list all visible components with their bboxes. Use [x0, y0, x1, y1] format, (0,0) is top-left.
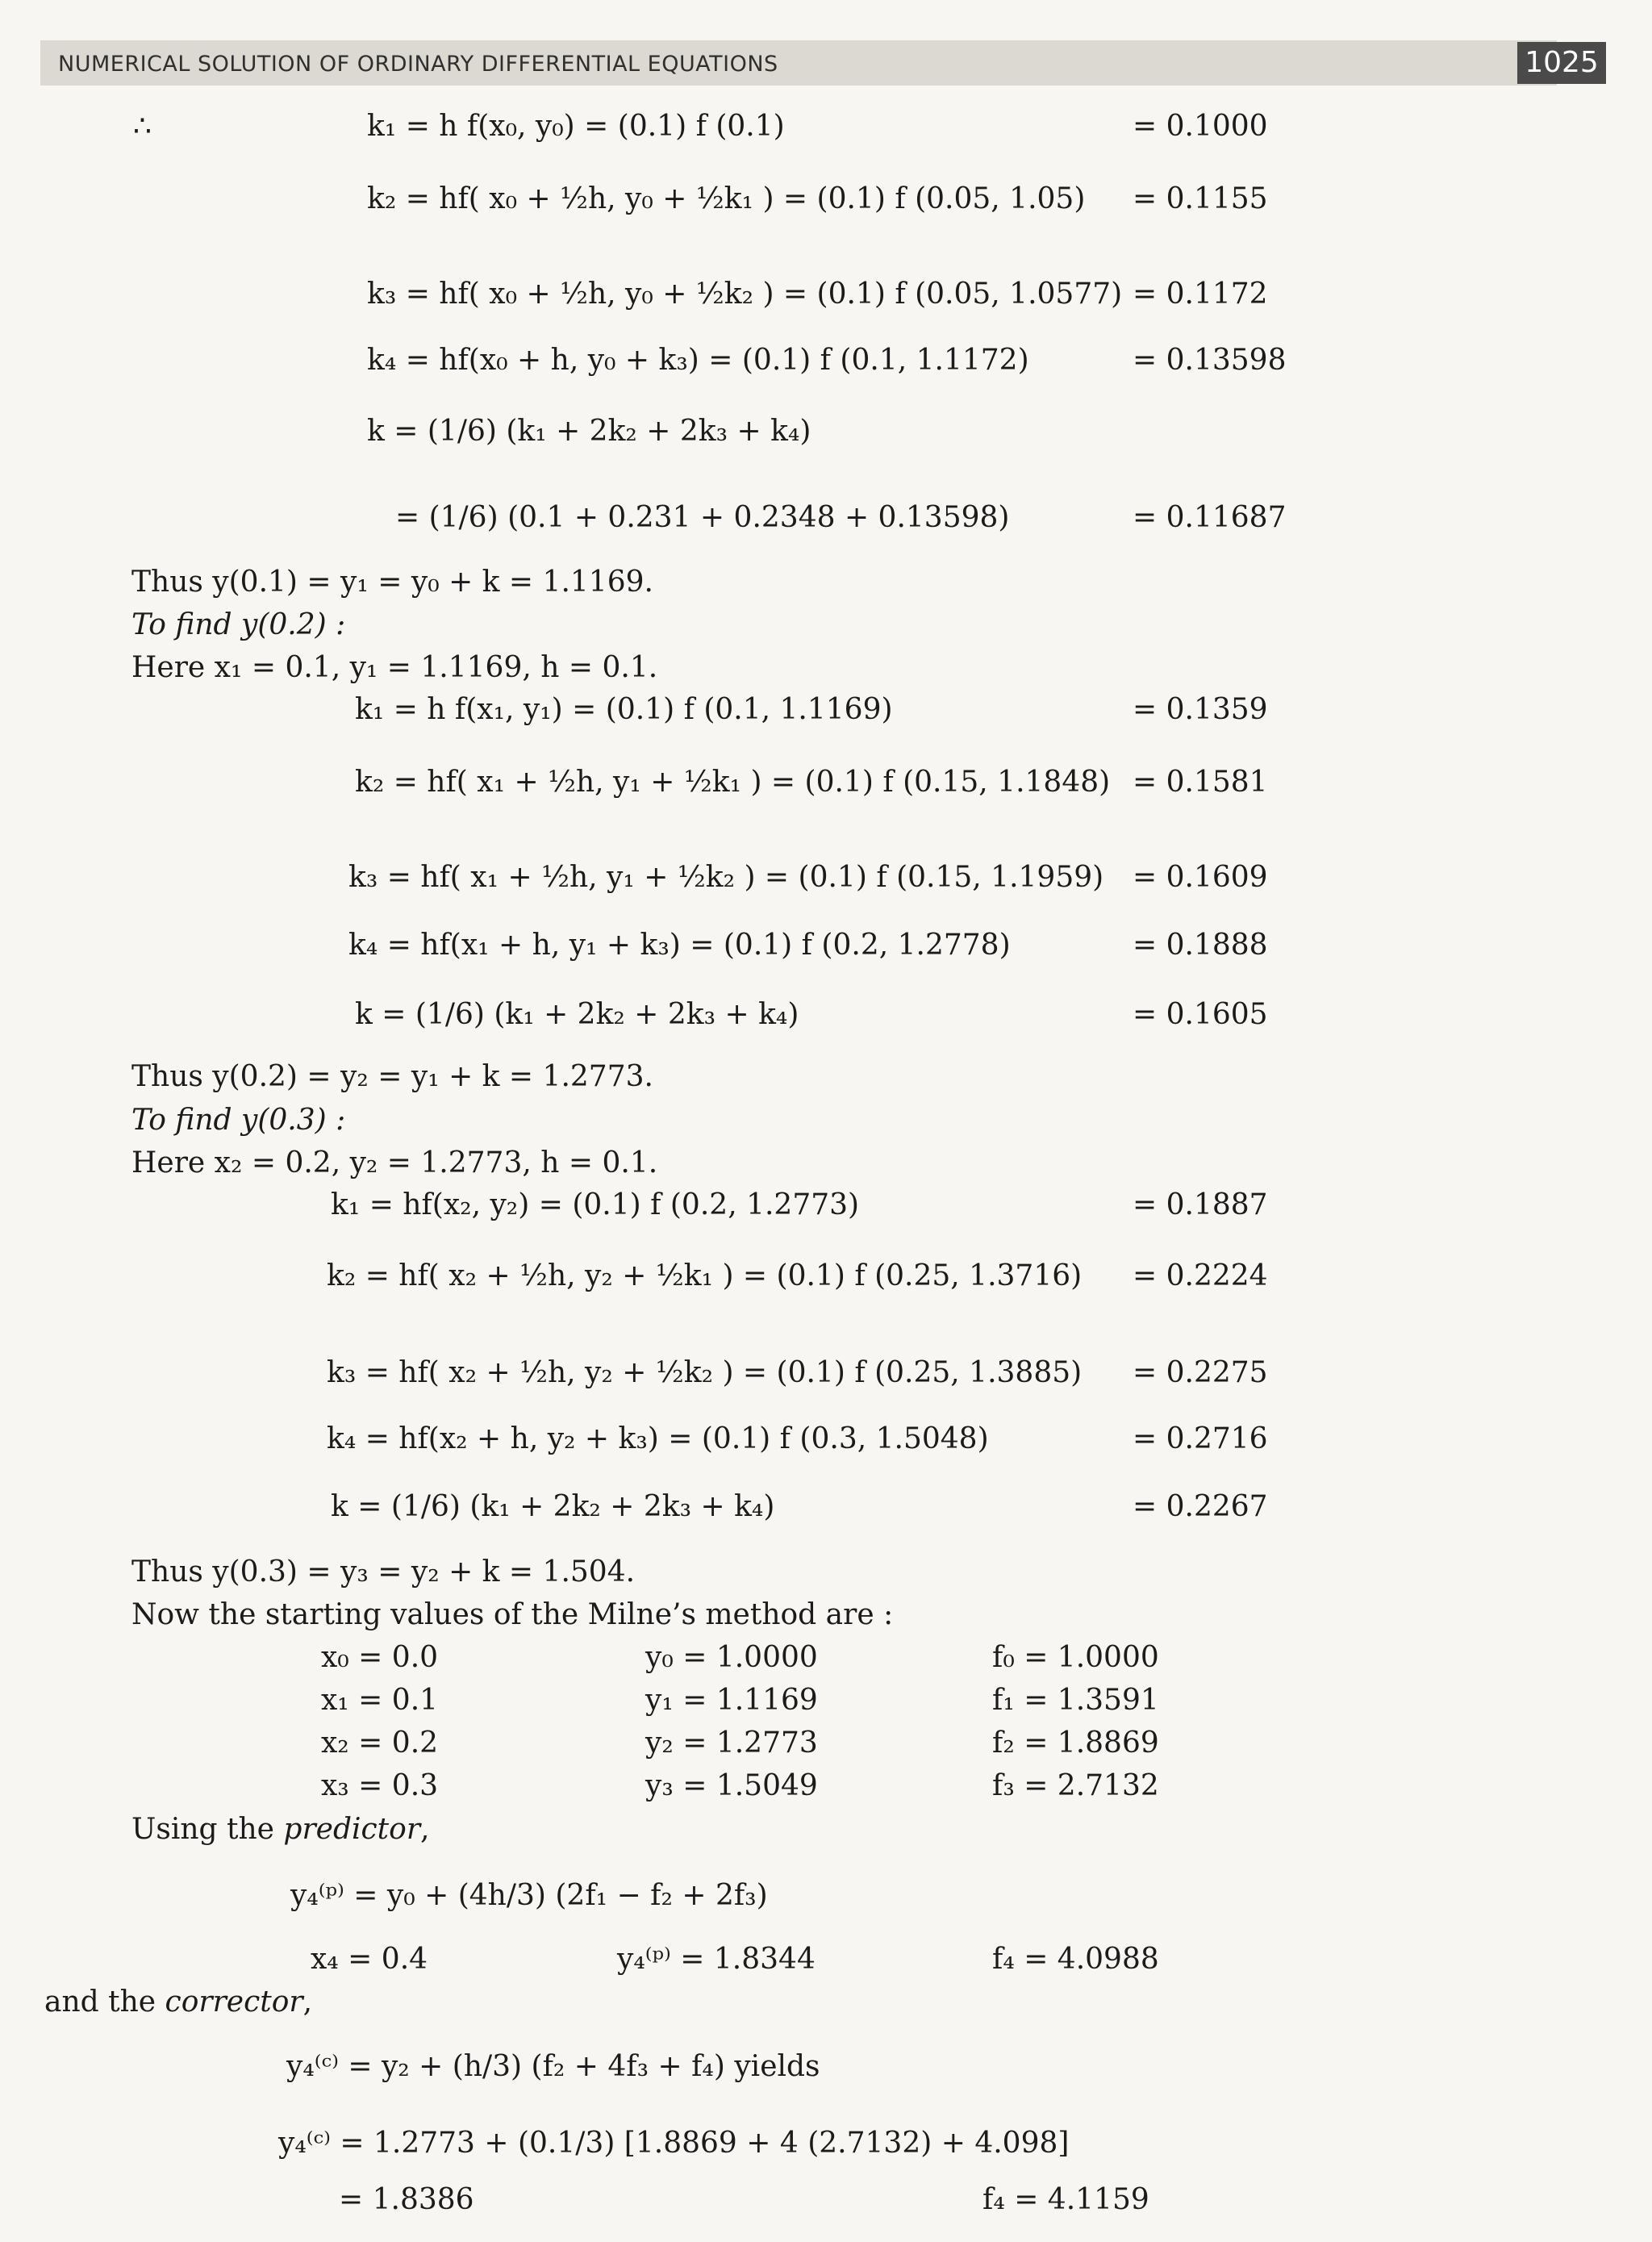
milne-f0: f₀ = 1.0000 [992, 1641, 1159, 1674]
step1-k2-value: = 0.1155 [1133, 182, 1268, 215]
step3-k-formula: k = (1/6) (k₁ + 2k₂ + 2k₃ + k₄) [331, 1490, 775, 1523]
page-number: 1025 [1517, 42, 1606, 84]
step1-k-formula: k = (1/6) (k₁ + 2k₂ + 2k₃ + k₄) [367, 415, 811, 448]
step1-k4-value: = 0.13598 [1133, 344, 1287, 377]
step1-k3-value: = 0.1172 [1133, 278, 1268, 311]
step1-k1: k₁ = h f(x₀, y₀) = (0.1) f (0.1) [367, 110, 785, 143]
step2-k1-value: = 0.1359 [1133, 693, 1268, 726]
step3-k4-value: = 0.2716 [1133, 1422, 1268, 1455]
corrector-result: = 1.8386 [339, 2183, 474, 2216]
corrector-word: corrector [165, 1985, 303, 2019]
milne-intro: Now the starting values of the Milne’s method are : [131, 1598, 894, 1631]
predictor-formula: y₄⁽ᵖ⁾ = y₀ + (4h/3) (2f₁ − f₂ + 2f₃) [290, 1879, 768, 1912]
milne-x3: x₃ = 0.3 [321, 1769, 439, 1802]
step3-k3: k₃ = hf( x₂ + ½h, y₂ + ½k₂ ) = (0.1) f (0.25, 1.3885) [327, 1356, 1083, 1389]
step1-k-expansion: = (1/6) (0.1 + 0.231 + 0.2348 + 0.13598) [395, 501, 1010, 534]
step3-k2: k₂ = hf( x₂ + ½h, y₂ + ½k₁ ) = (0.1) f (0.25, 1.3716) [327, 1259, 1083, 1292]
predictor-word: predictor [283, 1813, 421, 1846]
step3-k4: k₄ = hf(x₂ + h, y₂ + k₃) = (0.1) f (0.3, 1.5048) [327, 1422, 989, 1455]
milne-f2: f₂ = 1.8869 [992, 1726, 1159, 1760]
step2-heading: To find y(0.2) : [131, 608, 346, 641]
step1-result: Thus y(0.1) = y₁ = y₀ + k = 1.1169. [131, 566, 653, 599]
predictor-intro [131, 1812, 430, 1847]
step3-result: Thus y(0.3) = y₃ = y₂ + k = 1.504. [131, 1555, 636, 1589]
step2-k4-value: = 0.1888 [1133, 929, 1268, 962]
step3-k3-value: = 0.2275 [1133, 1356, 1268, 1389]
predictor-f4: f₄ = 4.0988 [992, 1943, 1159, 1976]
step3-k1-value: = 0.1887 [1133, 1188, 1268, 1221]
predictor-intro-text: Using the [131, 1813, 284, 1846]
header-title: NUMERICAL SOLUTION OF ORDINARY DIFFERENTIAL EQUATIONS [58, 52, 778, 77]
step2-k3: k₃ = hf( x₁ + ½h, y₁ + ½k₂ ) = (0.1) f (0.15, 1.1959) [348, 861, 1104, 894]
step3-heading: To find y(0.3) : [131, 1104, 346, 1137]
milne-y3: y₃ = 1.5049 [645, 1769, 818, 1802]
corrector-intro-text: and the [44, 1985, 165, 2019]
milne-f1: f₁ = 1.3591 [992, 1684, 1159, 1717]
milne-x0: x₀ = 0.0 [321, 1641, 439, 1674]
milne-x2: x₂ = 0.2 [321, 1726, 439, 1760]
step2-k2-value: = 0.1581 [1133, 766, 1268, 799]
corrector-formula: y₄⁽ᶜ⁾ = y₂ + (h/3) (f₂ + 4f₃ + f₄) yields [286, 2050, 820, 2083]
step3-k-value: = 0.2267 [1133, 1490, 1268, 1523]
step3-k1: k₁ = hf(x₂, y₂) = (0.1) f (0.2, 1.2773) [331, 1188, 860, 1221]
corrector-substitution: y₄⁽ᶜ⁾ = 1.2773 + (0.1/3) [1.8869 + 4 (2.7132) + 4.098] [278, 2127, 1070, 2160]
step3-here: Here x₂ = 0.2, y₂ = 1.2773, h = 0.1. [131, 1146, 658, 1179]
step2-k-value: = 0.1605 [1133, 998, 1268, 1031]
milne-y0: y₀ = 1.0000 [645, 1641, 818, 1674]
milne-f3: f₃ = 2.7132 [992, 1769, 1159, 1802]
step2-k2: k₂ = hf( x₁ + ½h, y₁ + ½k₁ ) = (0.1) f (0.15, 1.1848) [355, 766, 1111, 799]
step1-k2: k₂ = hf( x₀ + ½h, y₀ + ½k₁ ) = (0.1) f (0.05, 1.05) [367, 182, 1086, 215]
therefore-symbol: ∴ [133, 110, 152, 143]
milne-x1: x₁ = 0.1 [321, 1684, 439, 1717]
corrector-comma: , [302, 1985, 313, 2019]
predictor-comma: , [420, 1813, 430, 1846]
milne-y1: y₁ = 1.1169 [645, 1684, 818, 1717]
step2-result: Thus y(0.2) = y₂ = y₁ + k = 1.2773. [131, 1060, 653, 1093]
step1-k1-value: = 0.1000 [1133, 110, 1268, 143]
milne-y2: y₂ = 1.2773 [645, 1726, 818, 1760]
step2-k3-value: = 0.1609 [1133, 861, 1268, 894]
step2-k1: k₁ = h f(x₁, y₁) = (0.1) f (0.1, 1.1169) [355, 693, 893, 726]
step2-k4: k₄ = hf(x₁ + h, y₁ + k₃) = (0.1) f (0.2, 1.2778) [348, 929, 1011, 962]
corrector-f4: f₄ = 4.1159 [982, 2183, 1149, 2216]
step1-k4: k₄ = hf(x₀ + h, y₀ + k₃) = (0.1) f (0.1, 1.1172) [367, 344, 1029, 377]
predictor-x4: x₄ = 0.4 [311, 1943, 428, 1976]
step2-here: Here x₁ = 0.1, y₁ = 1.1169, h = 0.1. [131, 651, 658, 684]
step2-k-formula: k = (1/6) (k₁ + 2k₂ + 2k₃ + k₄) [355, 998, 799, 1031]
step3-k2-value: = 0.2224 [1133, 1259, 1268, 1292]
step1-k-value: = 0.11687 [1133, 501, 1287, 534]
predictor-y4: y₄⁽ᵖ⁾ = 1.8344 [617, 1943, 816, 1976]
step1-k3: k₃ = hf( x₀ + ½h, y₀ + ½k₂ ) = (0.1) f (0.05, 1.0577) [367, 278, 1123, 311]
corrector-intro [44, 1985, 312, 2020]
